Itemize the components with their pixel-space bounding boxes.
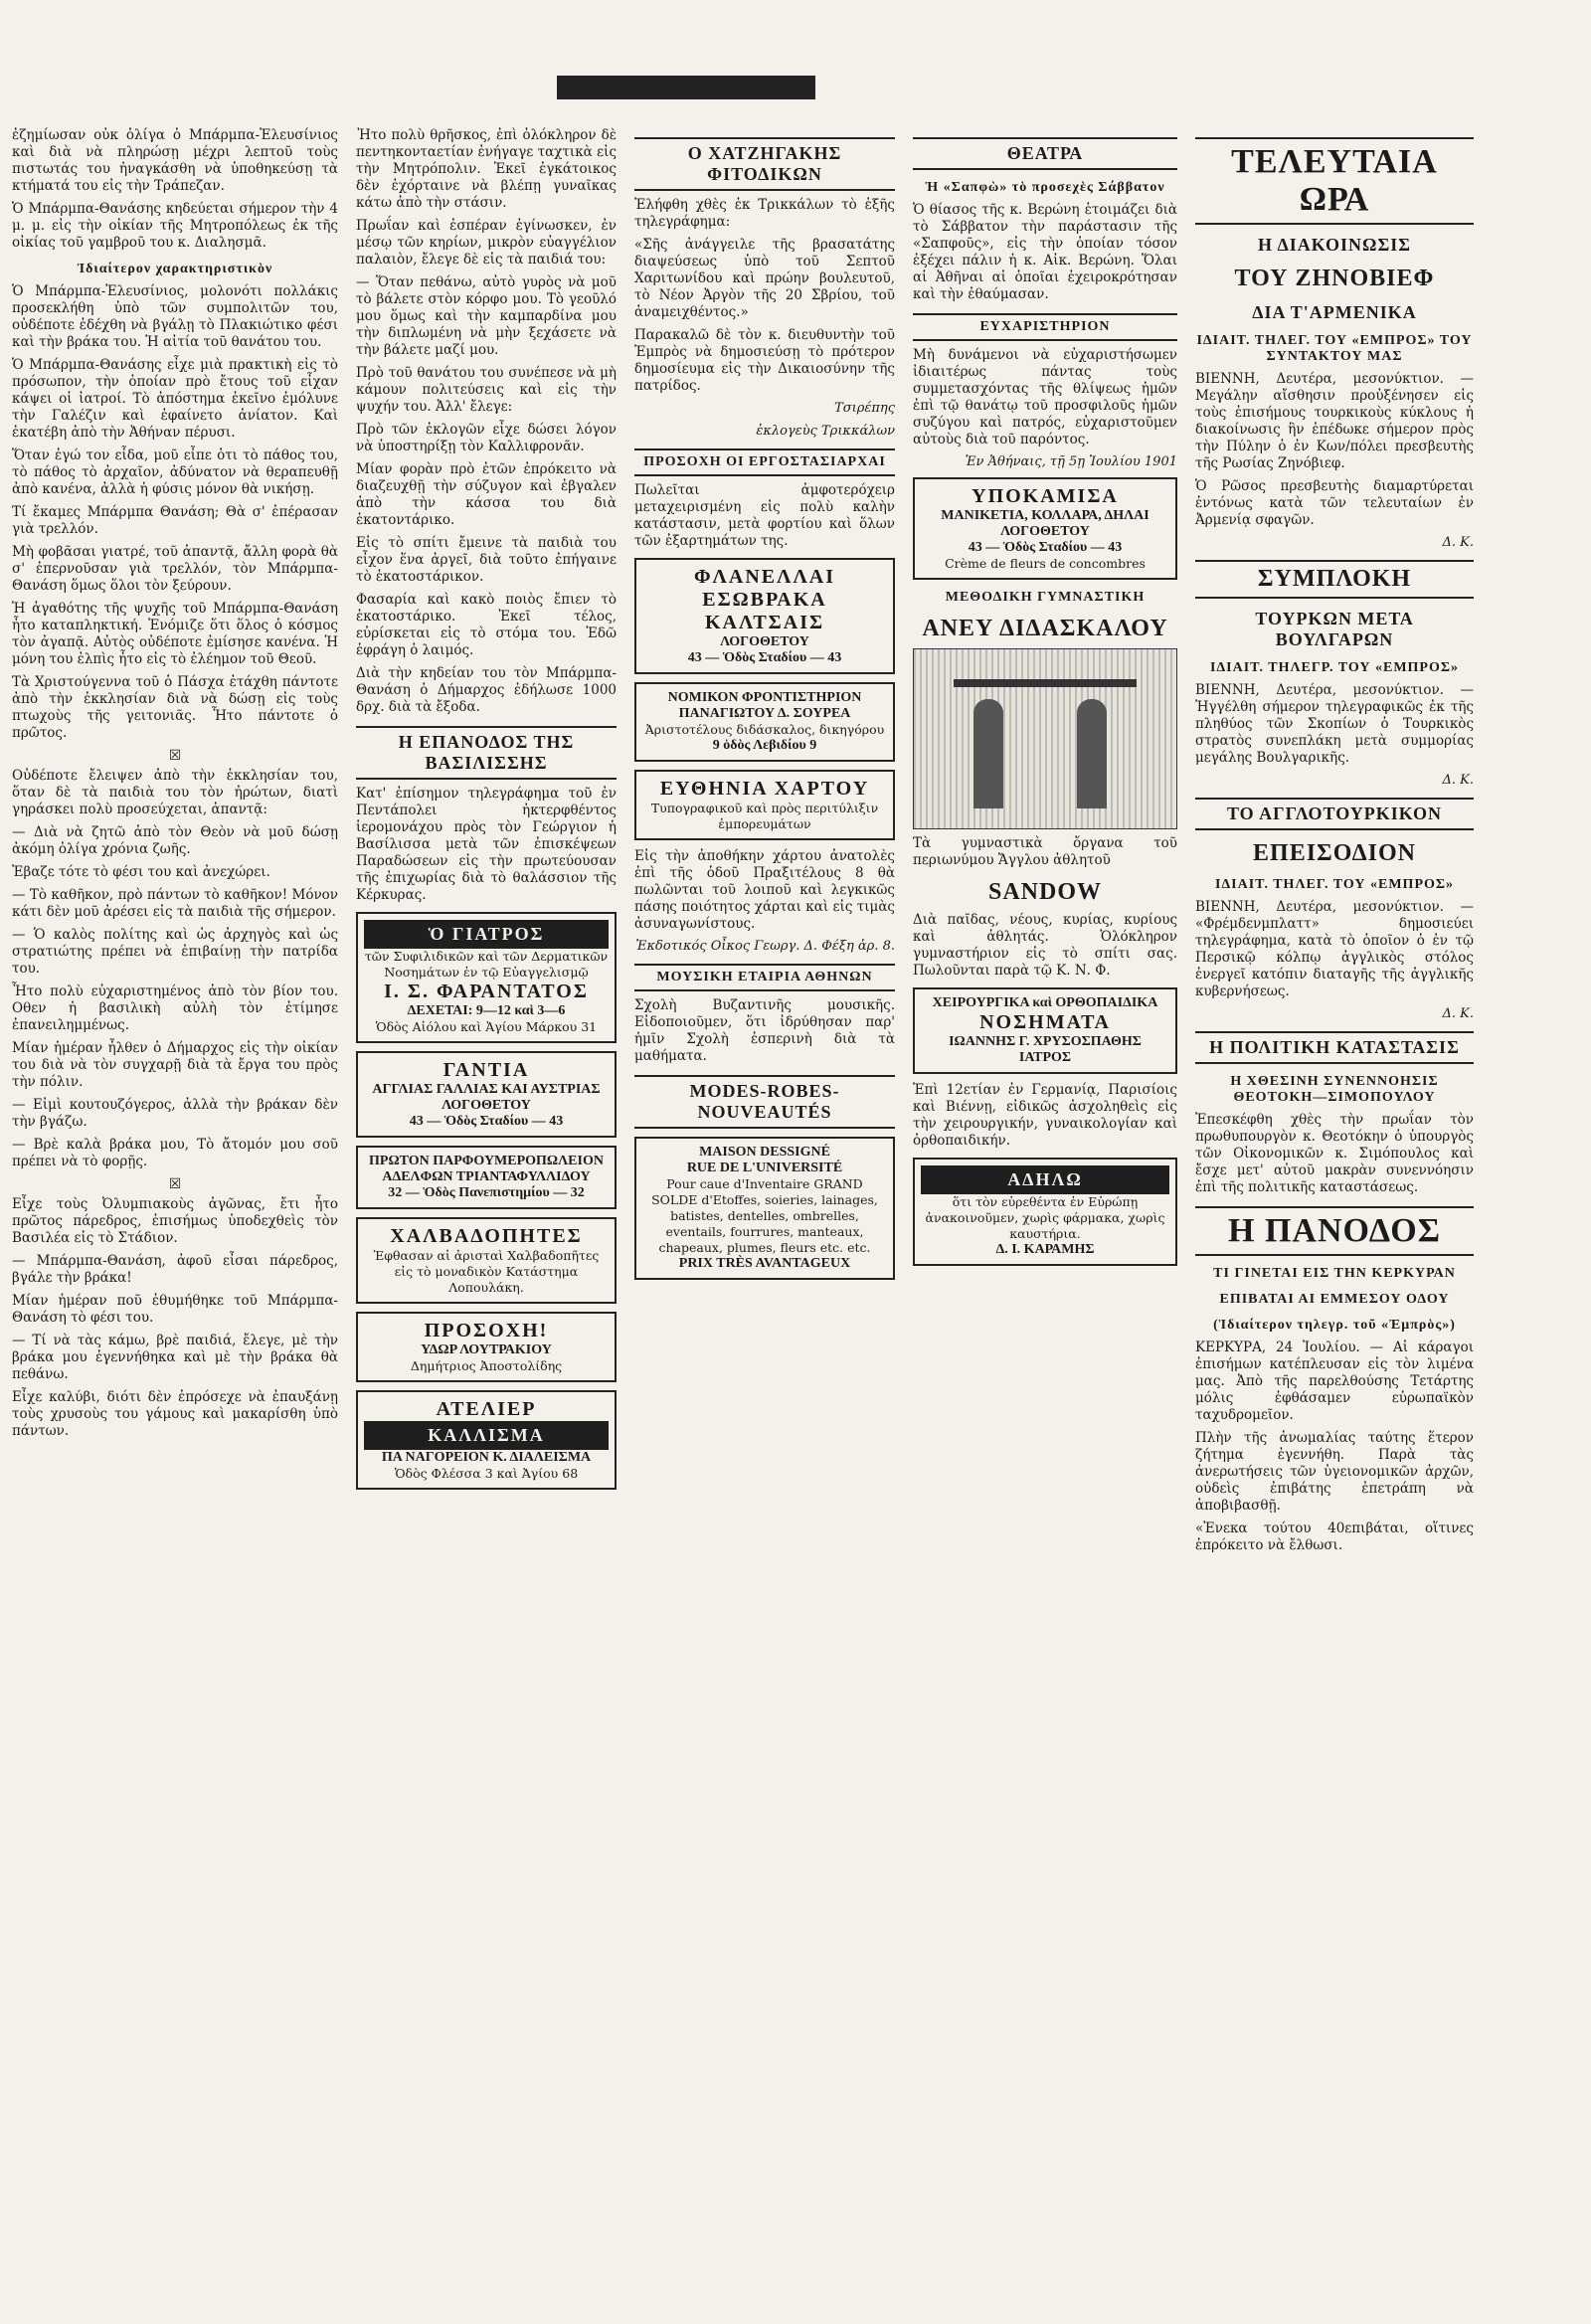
ad-subtitle: ΕΣΩΒΡΑΚΑ ΚΑΛΤΣΑΙΣ	[702, 589, 827, 633]
ad-footer: PRIX TRÈS AVANTAGEUX	[678, 1256, 851, 1271]
article-paragraph: Εἶχε τοὺς Ὀλυμπιακοὺς ἀγῶνας, ἔτι ἦτο πρῶτος πάρεδρος, ἐπισήμως ὑποδεχθεὶς τὸν Βασιλέα εἰς τὸ Στάδιον.	[12, 1196, 338, 1246]
article-paragraph: Ἐβαζε τότε τὸ φέσι του καὶ ἀνεχώρει.	[12, 864, 270, 880]
ad-prosochi	[356, 1312, 617, 1382]
ad-title: ΧΑΛΒΑΔΟΠΗΤΕΣ	[390, 1225, 583, 1247]
article-paragraph: ΒΙΕΝΝΗ, Δευτέρα, μεσονύκτιον. — Ἠγγέλθη σήμερον τηλεγραφικῶς ἐκ τῆς πληθύος τῶν Σκοπίων ὁ Τουρκικὸς στρατὸς συνεπλάκη μετὰ συμμορίας μεγάλης Βουλγαρικῆς.	[1195, 682, 1474, 766]
article-paragraph: Εἰς τὸ σπίτι ἔμεινε τὰ παιδιὰ του εἶχον ἕνα ἀργεῖ, διὰ τοῦτο ἐπήγαινε τὸ ἑκατοστάρικον.	[356, 535, 617, 585]
article-paragraph: Φασαρία καὶ κακὸ ποιὸς ἔπιεν τὸ ἑκατοστάρικο. Ἐκεῖ τέλος, εὐρίσκεται εἰς τὸ στόμα του. Ἐδῶ ἐφράγη ὁ λαιμός.	[356, 592, 617, 658]
illustration-figure	[1077, 699, 1107, 808]
ad-name: ΙΩΑΝΝΗΣ Γ. ΧΡΥΣΟΣΠΑΘΗΣ	[949, 1034, 1142, 1049]
article-paragraph: ἐζημίωσαν οὐκ ὀλίγα ὁ Μπάρμπα-Ἐλευσίνιος καὶ διὰ νὰ πληρώσῃ μέχρι λεπτοῦ τοὺς πιστωτάς του ἠναγκάσθη νὰ ὑποθηκεύσῃ τὰ κτήματά του εἰς τὴν Τράπεζαν.	[12, 127, 338, 194]
ad-subtitle: ΑΓΓΛΙΑΣ ΓΑΛΛΙΑΣ ΚΑΙ ΑΥΣΤΡΙΑΣ	[372, 1082, 601, 1097]
gymnastics-illustration	[913, 648, 1177, 829]
columns	[12, 127, 1553, 2304]
ad-title: ΕΥΘΗΝΙΑ ΧΑΡΤΟΥ	[659, 778, 870, 800]
ad-brand: ΛΟΓΟΘΕΤΟΥ	[720, 634, 809, 649]
ad-ypokamisa	[913, 477, 1177, 580]
article-paragraph: — Τὸ καθῆκον, πρὸ πάντων τὸ καθῆκον! Μόνον κάτι δὲν μοῦ ἀρέσει εἰς τὰ παιδιὰ τῆς σήμερον.	[12, 887, 338, 920]
ad-title: ΑΤΕΛΙΕΡ	[436, 1398, 537, 1420]
article-paragraph: Μὴ δυνάμενοι νὰ εὐχαριστήσωμεν ἰδιαιτέρως πάντας τοὺς συμμετασχόντας τῆς θλίψεως ἡμῶν ἐπὶ τῷ θανάτῳ τοῦ προσφιλοῦς ἡμῶν συζύγου καὶ πατρός, εὐχαριστοῦμεν αὐτοὺς διὰ τοῦ παρόντος.	[913, 347, 1177, 447]
subheadline: ΤΙ ΓΙΝΕΤΑΙ ΕΙΣ ΤΗΝ ΚΕΡΚΥΡΑΝ	[1213, 1266, 1456, 1281]
headline-panodos: Η ΠΑΝΟΔΟΣ	[1195, 1206, 1474, 1256]
dateline: ΙΔΙΑΙΤ. ΤΗΛΕΓ. ΤΟΥ «ΕΜΠΡΟΣ» ΤΟΥ ΣΥΝΤΑΚΤΟΥ ΜΑΣ	[1196, 333, 1473, 364]
ad-hours: ΔΕΧΕΤΑΙ: 9—12 καὶ 3—6	[407, 1003, 566, 1018]
article-paragraph: — Εἰμὶ κουτουζόγερος, ἀλλὰ τὴν βράκαν δὲν τὴν βγάζω.	[12, 1097, 338, 1130]
article-paragraph: Τί ἔκαμες Μπάρμπα Θανάση; Θὰ σ' ἐπέρασαν γιὰ τρελλόν.	[12, 504, 338, 537]
subheadline: Η ΔΙΑΚΟΙΝΩΣΙΣ	[1258, 235, 1411, 255]
ad-text: Pour caue d'Inventaire GRAND SOLDE d'Etoffes, soieries, lainages, batistes, dentelles, ombrelles, eventails, fourrures, manteaux, chapeaux, plumes, fleurs etc. etc.	[651, 1176, 878, 1255]
ad-address: Ὁδὸς Αἰόλου καὶ Ἁγίου Μάρκου 31	[375, 1019, 598, 1034]
article-paragraph: — Τί νὰ τὰς κάμω, βρὲ παιδιά, ἔλεγε, μὲ τὴν βράκα μου ἐγεννήθηκα καὶ μὲ τὴν βράκα θὰ πεθάνω.	[12, 1333, 338, 1382]
column-5	[1195, 127, 1474, 2304]
ad-flanelai	[634, 558, 895, 674]
article-paragraph: Πλὴν τῆς ἀνωμαλίας ταύτης ἕτερον ζήτημα ἐγεννήθη. Παρὰ τὰς ἀνερωτήσεις τῶν ὑγειονομικῶν ἀρχῶν, οὐδεὶς ἐπιβάτης ἐπετράπη νὰ ἀποβιβασθῇ.	[1195, 1430, 1474, 1514]
ad-farantatos	[356, 912, 617, 1043]
ad-subtitle: Τυπογραφικοῦ καὶ πρὸς περιτύλιξιν ἐμπορευμάτων	[650, 801, 879, 831]
ad-text: Crème de fleurs de concombres	[945, 556, 1146, 571]
ad-title: ΠΡΟΣΟΧΗ!	[424, 1320, 549, 1341]
ad-address: 43 — Ὁδὸς Σταδίου — 43	[409, 1114, 564, 1129]
article-paragraph: Πρὸ τοῦ θανάτου του συνέπεσε νὰ μὴ κάμουν πολιτεύσεις καὶ εἰς τὴν ψυχήν του. Ἀλλ' ἔλεγε:	[356, 365, 617, 415]
ad-title: MAISON DESSIGNÉ	[699, 1145, 830, 1160]
article-signature-role: ἐκλογεὺς Τρικκάλων	[756, 424, 895, 439]
ad-text: ὅτι τὸν εὑρεθέντα ἐν Εὐρώπῃ ἀνακοινοῦμεν, χωρὶς φάρμακα, χωρὶς καυστήρια.	[925, 1194, 1165, 1241]
article-paragraph: ΒΙΕΝΝΗ, Δευτέρα, μεσονύκτιον. — «Φρέμδενμπλαττ» δημοσιεύει τηλεγράφημα, κατὰ τὸ ὁποῖον ὁ ἐν τῷ Περσικῷ κόλπῳ ἀγγλικὸς στόλος ἐνεργεῖ κατόπιν διαταγῆς τῆς ἀγγλικῆς κυβερνήσεως.	[1195, 899, 1474, 999]
subheadline: ΕΠΙΒΑΤΑΙ ΑΙ ΕΜΜΕΣΟΥ ΟΔΟΥ	[1219, 1292, 1450, 1307]
article-paragraph: Τὰ Χριστούγεννα τοῦ ὁ Πάσχα ἐτάχθη πάντοτε ἀπὸ τὴν ἐκκλησίαν διὰ νὰ δώσῃ εἰς τοὺς πτωχοὺς τῆς γειτονιᾶς. Ἦτο πάντοτε ὁ πρῶτος.	[12, 674, 338, 741]
headline-teleutaia-ora: ΤΕΛΕΥΤΑΙΑ ΩΡΑ	[1195, 137, 1474, 225]
headline-fitodikon: Ο ΧΑΤΖΗΓΑΚΗΣ ΦΙΤΟΔΙΚΩΝ	[634, 137, 895, 191]
article-paragraph: Ἡ ἀγαθότης τῆς ψυχῆς τοῦ Μπάρμπα-Θανάση ἦτο καταπληκτική. Ἐνόμιζε ὅτι ὅλος ὁ κόσμος τὸν ἀγαπᾷ. Αὐτὸς οὐδέποτε ἐμίσησε κανένα. Ἡ μόνη του ἐλπὶς ἦτο εἰς τὸ ἐλέημον τοῦ Θεοῦ.	[12, 601, 338, 667]
illustration-bar	[954, 679, 1137, 687]
ad-brand: ΠΑ ΝΑΓΟΡΕΙΟΝ Κ. ΔΙΑΛΕΙΣΜΑ	[381, 1450, 592, 1465]
article-signature: Ἐν Ἀθήναις, τῇ 5ῃ Ἰουλίου 1901	[965, 454, 1177, 469]
article-signature: Ἐκδοτικός Οἶκος Γεωργ. Δ. Φέξη ἀρ. 8.	[635, 939, 895, 954]
headline-politiki: Η ΠΟΛΙΤΙΚΗ ΚΑΤΑΣΤΑΣΙΣ	[1195, 1031, 1474, 1064]
ad-brand: ΛΟΓΟΘΕΤΟΥ	[1000, 524, 1090, 539]
ad-subtitle: ΝΟΣΗΜΑΤΑ	[979, 1011, 1111, 1033]
article-paragraph: Τὰ γυμναστικὰ ὄργανα τοῦ περιωνύμου Ἄγγλου ἀθλητοῦ	[913, 835, 1177, 868]
article-paragraph: «Σῆς ἀνάγγειλε τῆς βρασατάτης διαψεύσεως ὑπὸ τοῦ Σεπτοῦ Χαριτωνίδου καὶ πρώην βουλευτοῦ, τὸ Νέον Ἀργὸν τῆς 20 Σβρίου, τοῦ ἀναμειχθέντος.»	[634, 237, 895, 320]
article-paragraph: Ὁ Ρῶσος πρεσβευτὴς διαμαρτύρεται ἐντόνως κατὰ τῶν τελευταίων ἐν Ἀρμενίᾳ σφαγῶν.	[1195, 478, 1474, 528]
ad-subtitle: ΜΑΝΙΚΕΤΙΑ, ΚΟΛΛΑΡΑ, ΔΗΛΑΙ	[941, 508, 1149, 523]
ad-brand: ΠΑΝΑΓΙΩΤΟΥ Δ. ΣΟΥΡΕΑ	[678, 706, 851, 721]
ad-role: ΙΑΤΡΟΣ	[1018, 1050, 1072, 1065]
ad-maison	[634, 1137, 895, 1280]
headline-theatra: ΘΕΑΤΡΑ	[913, 137, 1177, 170]
article-paragraph: Σχολὴ Βυζαντινῆς μουσικῆς. Εἰδοποιοῦμεν, ὅτι ἱδρύθησαν παρ' ἡμῖν Σχολὴ ἐσπερινὴ διὰ τὰ μαθήματα.	[634, 997, 895, 1064]
ad-title: ΧΕΙΡΟΥΡΓΙΚΑ καὶ ΟΡΘΟΠΑΙΔΙΚΑ	[932, 995, 1158, 1010]
ad-text: Ἀριστοτέλους διδάσκαλος, δικηγόρου	[644, 722, 885, 737]
headline-modes: MODES-ROBES-NOUVEAUTÉS	[634, 1075, 895, 1129]
article-paragraph: Ὁ Μπάρμπα-Θανάσης εἶχε μιὰ πρακτικὴ εἰς τὸ πρόσωπον, τὴν ὁποίαν πρὸ ἔτους τοῦ εἶχαν κάψει οἱ ἰατροί. Τὸ ἀπόστημα ἐκεῖνο ἐμόλυνε τὴν Γαλέζιν καὶ ἐφαίνετο ἀνίατον. Καὶ ἐκατέβη ἀπὸ τὴν Ἀθήναν πέρυσι.	[12, 357, 338, 441]
article-signature: Τσιρέπης	[834, 401, 895, 416]
ad-address: RUE DE L'UNIVERSITÉ	[686, 1161, 843, 1175]
ad-subtitle: ΥΔΩΡ ΛΟΥΤΡΑΚΙΟΥ	[421, 1342, 552, 1357]
ad-brand: ΛΟΓΟΘΕΤΟΥ	[442, 1098, 531, 1113]
column-1	[12, 127, 338, 2304]
article-paragraph: — Μπάρμπα-Θανάση, ἀφοῦ εἶσαι πάρεδρος, βγάλε τὴν βράκα!	[12, 1253, 338, 1286]
article-paragraph: Ἦτο πολὺ θρῆσκος, ἐπὶ ὁλόκληρον δὲ πεντηκονταετίαν ἐνήγαγε ταχτικὰ εἰς τὴν Μητρόπολιν. Ἐκεῖ ἐγκάτοικος δὲν ἐχόρταινε νὰ βλέπῃ γυναῖκας κάτω ἀπὸ τὴν στάσιν.	[356, 127, 617, 211]
article-signature: Δ. Κ.	[1442, 1006, 1474, 1021]
article-paragraph: Κατ' ἐπίσημον τηλεγράφημα τοῦ ἐν Πεντάπολει ἠκτερφθέντος ἱερομονάχου πρὸς τὸν Γεώργιον ἡ Βασίλισσα μετὰ τῶν ἐπισκέψεων Παραδώσεων εἰς τὴν πρωτεύουσαν τῆς ἐπιχωρίας διὰ τὸ θαλάσσιον τῆς Κέρκυρας.	[356, 786, 617, 903]
headline-eucharistirion: ΕΥΧΑΡΙΣΤΗΡΙΟΝ	[913, 313, 1177, 341]
subheadline: ΤΟΥ ΖΗΝΟΒΙΕΦ	[1234, 266, 1435, 291]
section-separator-mark: ☒	[168, 1176, 182, 1192]
ad-chartou	[634, 770, 895, 840]
article-paragraph: — Ὁ καλὸς πολίτης καὶ ὡς ἀρχηγὸς καὶ ὡς στρατιώτης πρέπει νὰ ἐπιβαίνῃ τὴν πατρίδα του.	[12, 927, 338, 977]
article-signature: Δ. Κ.	[1442, 535, 1474, 550]
article-paragraph: Παρακαλῶ δὲ τὸν κ. διευθυντὴν τοῦ Ἐμπρὸς νὰ δημοσιεύσῃ τὸ πρότερον δημοσίευμα εἰς τὴν Δικαιοσύνην τῆς πατρίδος.	[634, 327, 895, 394]
ad-name: Ι. Σ. ΦΑΡΑΝΤΑΤΟΣ	[384, 981, 589, 1002]
headline-aneu: ΑΝΕΥ ΔΙΔΑΣΚΑΛΟΥ	[922, 616, 1168, 641]
article-paragraph: Ὅταν ἐγώ τον εἶδα, μοῦ εἶπε ὁτι τὸ πάθος του, τὸ πάθος τὸ ἀρχαῖον, ἀδύνατον νὰ θεραπευθῇ ἀπὸ κανένα, ἀλλὰ ἡ φύσις μόνον θὰ νικήσῃ.	[12, 447, 338, 497]
ad-title: ΝΟΜΙΚΟΝ ΦΡΟΝΤΙΣΤΗΡΙΟΝ	[667, 690, 862, 705]
ad-nomikon	[634, 682, 895, 762]
article-paragraph: — Διὰ νὰ ζητῶ ἀπὸ τὸν Θεὸν νὰ μοῦ δώσῃ ἀκόμη ὀλίγα χρόνια ζωῆς.	[12, 824, 338, 857]
illustration-figure	[973, 699, 1003, 808]
ad-signature: Δημήτριος Ἀποστολίδης	[410, 1358, 563, 1373]
column-3	[634, 127, 895, 2304]
article-paragraph: — Βρὲ καλὰ βράκα μου, Τὸ ἄτομόν μου σοῦ πρέπει νὰ τὸ φορῇς.	[12, 1137, 338, 1169]
section-separator-mark: ☒	[168, 748, 182, 764]
article-paragraph: Διὰ τὴν κηδείαν του τὸν Μπάρμπα-Θανάση ὁ Δήμαρχος ἐδήλωσε 1000 δρχ. διὰ τὰ ἔξοδα.	[356, 665, 617, 715]
article-paragraph: Οὐδέποτε ἔλειψεν ἀπὸ τὴν ἐκκλησίαν του, ὅταν δὲ τὰ παιδιὰ του τὸν ἠρώτων, διατὶ γηράσκει πολὺ προσεύχεται, ἀπαντᾷ:	[12, 768, 338, 817]
headline-ergostasiarchai: ΠΡΟΣΟΧΗ ΟΙ ΕΡΓΟΣΤΑΣΙΑΡΧΑΙ	[634, 448, 895, 476]
article-paragraph: — Ὅταν πεθάνω, αὐτὸ γυρὸς νὰ μοῦ τὸ βάλετε στὸν κόρφο μου. Τὸ γεοῦλό μου ὅμως καὶ τὴν καμπαρδίνα μου τὴν διπλωμένη νὰ μὴν ξεχάσετε νὰ τὴν βάλετε μαζί μου.	[356, 274, 617, 358]
column-4	[913, 127, 1177, 2304]
article-paragraph: ΚΕΡΚΥΡΑ, 24 Ἰουλίου. — Αἱ κάραγοι ἐπισήμων κατέπλευσαν εἰς τὸν λιμένα μας. Ἀπὸ τῆς παρελθούσης Τετάρτης μόλις ἐφθάσαμεν εὐρωπαϊκὸν ταχυδρομεῖον.	[1195, 1340, 1474, 1423]
subheadline-theatra: Ἡ «Σαπφὼ» τὸ προσεχὲς Σάββατον	[925, 180, 1165, 195]
ad-atelier	[356, 1390, 617, 1490]
ad-address: 43 — Ὁδὸς Σταδίου — 43	[968, 540, 1123, 555]
column-2	[356, 127, 617, 2304]
headline-basilissa: Η ΕΠΑΝΟΔΟΣ ΤΗΣ ΒΑΣΙΛΙΣΣΗΣ	[356, 726, 617, 780]
ad-address: Ὁδὸς Φλέσσα 3 καὶ Ἀγίου 68	[394, 1466, 579, 1481]
ad-address: 43 — Ὁδὸς Σταδίου — 43	[687, 650, 842, 665]
article-paragraph: Πωλεῖται ἀμφοτερόχειρ μεταχειρισμένη εἰς πολὺ καλὴν κατάστασιν, μετὰ φορτίου καὶ ὅλων τῶν ἐξαρτημάτων της.	[634, 482, 895, 549]
masthead-fragment	[557, 60, 815, 99]
ad-gantia	[356, 1051, 617, 1138]
article-paragraph: Ὁ θίασος τῆς κ. Βερώνη ἑτοιμάζει διὰ τὸ Σάββατον τὴν παράστασιν τῆς «Σαπφοῦς», εἰς τὴν ὁποίαν τόσον ἐξέχει πάλιν ἡ κ. Αἰκ. Βερώνη. Ὅλαι αἱ Ἀθῆναι αἱ ὁποῖαι ἐχειροκρότησαν καὶ τὴν ἐθαύμασαν.	[913, 202, 1177, 302]
article-paragraph: Ἐλήφθη χθὲς ἐκ Τρικκάλων τὸ ἑξῆς τηλεγράφημα:	[634, 197, 895, 230]
ad-title: Ὁ ΓΙΑΤΡΟΣ	[364, 920, 609, 949]
headline-aggloturkiko: ΤΟ ΑΓΓΛΟΤΟΥΡΚΙΚΟΝ	[1195, 798, 1474, 830]
dateline: ΙΔΙΑΙΤ. ΤΗΛΕΓ. ΤΟΥ «ΕΜΠΡΟΣ»	[1214, 877, 1455, 892]
article-paragraph: «Ἐνεκα τούτου 40επιβάται, οἵτινες ἐπρόκειτο νὰ ἔλθωσι.	[1195, 1520, 1474, 1553]
article-paragraph: Εἶχε καλύβι, διότι δὲν ἐπρόσεχε νὰ ἐπαυξάνῃ τοὺς χρυσοὺς του γάμους καὶ μακαρίσθη ὑπὸ πάντων.	[12, 1389, 338, 1439]
article-paragraph: Ἐπὶ 12ετίαν ἐν Γερμανίᾳ, Παρισίοις καὶ Βιέννῃ, εἰδικῶς ἀσχοληθεὶς εἰς τὴν χειρουργικήν, γυναικολογίαν καὶ ὀρθοπαιδικήν.	[913, 1082, 1177, 1149]
article-paragraph: Ὁ Μπάρμπα-Θανάσης κηδεύεται σήμερον τὴν 4 μ. μ. εἰς τὴν οἰκίαν τῆς Μητροπόλεως ἐκ τῆς οἰκίας τοῦ γαμβροῦ του κ. Διαλησμᾶ.	[12, 201, 338, 251]
subheadline: Η ΧΘΕΣΙΝΗ ΣΥΝΕΝΝΟΗΣΙΣ ΘΕΟΤΟΚΗ—ΣΙΜΟΠΟΥΛΟΥ	[1230, 1074, 1439, 1105]
article-paragraph: Μὴ φοβᾶσαι γιατρέ, τοῦ ἀπαντᾷ, ἄλλη φορὰ θὰ σ' ἐπερνοῦσαν γιὰ τρελλόν, τὸν Μπάρμπα-Θανάση ὅμως ὅλοι τὸν ξεύρουν.	[12, 544, 338, 594]
article-paragraph: Εἰς τὴν ἀποθήκην χάρτου ἀνατολὲς ἐπὶ τῆς ὁδοῦ Πραξιτέλους 8 θὰ πωλῶνται τοῦ λοιποῦ καὶ λεγκικῶς πάσης ποιότητος χάρται καὶ εἰς τιμὰς ἀσυναγωνίστους.	[634, 848, 895, 932]
article-paragraph: Διὰ παῖδας, νέους, κυρίας, κυρίους καὶ ἀθλητάς. Ὁλόκληρον γυμναστήριον εἰς τὸ σπίτι σας. Πωλοῦνται παρὰ τῷ Κ. Ν. Φ.	[913, 912, 1177, 979]
ad-text: τῶν Συφιλιδικῶν καὶ τῶν Δερματικῶν Νοσημάτων ἐν τῷ Εὐαγγελισμῷ	[364, 949, 609, 980]
headline-sandow: SANDOW	[987, 879, 1102, 905]
section-heading: Ἰδιαίτερον χαρακτηριστικὸν	[77, 262, 273, 276]
ad-title: ΑΔΗΛΩ	[921, 1165, 1169, 1194]
ad-cheirourgika	[913, 987, 1177, 1074]
article-paragraph: Μίαν ἡμέραν ποῦ ἐθυμήθηκε τοῦ Μπάρμπα-Θανάση τὸ φέσι του.	[12, 1293, 338, 1326]
article-paragraph: Μίαν ἡμέραν ἦλθεν ὁ Δήμαρχος εἰς τὴν οἰκίαν του διὰ νὰ τὸν συγχαρῇ διὰ τὰ ἔργα του πρὸς τὴν πόλιν.	[12, 1040, 338, 1090]
article-paragraph: Πρὸ τῶν ἐκλογῶν εἶχε δώσει λόγον νὰ ὑποστηρίξῃ τὸν Καλλιφρονᾶν.	[356, 422, 617, 454]
ad-title: ΠΡΩΤΟΝ ΠΑΡΦΟΥΜΕΡΟΠΩΛΕΙΟΝ	[369, 1154, 604, 1168]
ad-pharmakeio	[356, 1146, 617, 1209]
ad-title: ΦΛΑΝΕΛΛΑΙ	[693, 566, 836, 588]
headline-mousiki: ΜΟΥΣΙΚΗ ΕΤΑΙΡΙΑ ΑΘΗΝΩΝ	[634, 964, 895, 991]
ad-title: ΥΠΟΚΑΜΙΣΑ	[972, 485, 1119, 507]
dateline: ΙΔΙΑΙΤ. ΤΗΛΕΓΡ. ΤΟΥ «ΕΜΠΡΟΣ»	[1209, 660, 1460, 675]
ad-address: 32 — Ὁδὸς Πανεπιστημίου — 32	[388, 1185, 585, 1200]
ad-title: ΓΑΝΤΙΑ	[442, 1059, 530, 1081]
headline-gymnastiki: ΜΕΘΟΔΙΚΗ ΓΥΜΝΑΣΤΙΚΗ	[945, 590, 1146, 605]
ad-brand: ΑΔΕΛΦΩΝ ΤΡΙΑΝΤΑΦΥΛΛΙΔΟΥ	[382, 1169, 591, 1184]
ad-text: Ἐφθασαν αἱ ἀρισταὶ Χαλβαδοπῆτες εἰς τὸ μοναδικὸν Κατάστημα Λοπουλάκη.	[373, 1248, 600, 1295]
article-paragraph: ΒΙΕΝΝΗ, Δευτέρα, μεσονύκτιον. — Μεγάλην αἴσθησιν προὐξένησεν εἰς τοὺς ἐπισήμους τουρκικοὺς κύκλους ἡ διακοίνωσις ἣν ἐπέδωκε σήμερον πρὸς τὴν Πύλην ὁ ἐν Κων/πόλει πρεσβευτὴς τῆς Ρωσίας Ζηνόβιεφ.	[1195, 371, 1474, 471]
headline-symploki: ΣΥΜΠΛΟΚΗ	[1195, 560, 1474, 599]
article-paragraph: Μίαν φορὰν πρὸ ἐτῶν ἐπρόκειτο νὰ διαζευχθῇ τὴν σύζυγον καὶ ἐβγαλεν ἀπὸ τὴν κάσσα του διὰ ἑκατοντάρικο.	[356, 461, 617, 528]
subheadline: ΕΠΕΙΣΟΔΙΟΝ	[1253, 840, 1416, 866]
subheadline: ΔΙΑ Τ'ΑΡΜΕΝΙΚΑ	[1252, 302, 1417, 322]
ad-adilo	[913, 1158, 1177, 1266]
article-paragraph: Ἐπεσκέφθη χθὲς τὴν πρωΐαν τὸν πρωθυπουργὸν κ. Θεοτόκην ὁ ὑπουργὸς τῶν Οἰκονομικῶν κ. Σιμόπουλος καὶ ἔσχε μετ' αὐτοῦ μακρὰν συνεννόησιν ἐπὶ τῆς πολιτικῆς καταστάσεως.	[1195, 1112, 1474, 1195]
article-signature: Δ. Κ.	[1442, 773, 1474, 788]
ad-chalvadopites	[356, 1217, 617, 1304]
article-paragraph: Πρωΐαν καὶ ἐσπέραν ἐγίνωσκεν, ἐν μέσῳ τῶν κηρίων, μικρὸν εὐαγγέλιον παλαιὸν, ἔλεγε δὲ εἰς τὰ παιδιά του:	[356, 218, 617, 268]
ad-signature: Δ. Ι. ΚΑΡΑΜΗΣ	[995, 1242, 1095, 1257]
subheadline: ΤΟΥΡΚΩΝ ΜΕΤΑ ΒΟΥΛΓΑΡΩΝ	[1255, 609, 1414, 649]
article-paragraph: Ὁ Μπάρμπα-Ἐλευσίνιος, μολονότι πολλάκις προσεκλήθη ὑπὸ τῶν συμπολιτῶν του, οὐδέποτε ἐδέχθη νὰ βγάλῃ τὸ Πλακιώτικο φέσι καὶ τὴν βράκα του. Ἡ αἰτία τοῦ θανάτου του.	[12, 283, 338, 350]
dateline: (Ἰδιαίτερον τηλεγρ. τοῦ «Ἐμπρὸς»)	[1213, 1318, 1456, 1333]
ad-subtitle: ΚΑΛΛΙΣΜΑ	[364, 1421, 609, 1450]
ad-address: 9 ὁδὸς Λεβιδίου 9	[712, 738, 817, 753]
article-paragraph: Ἦτο πολὺ εὐχαριστημένος ἀπὸ τὸν βίον του. Οθεν ἡ βασιλικὴ αὐλὴ τὸν ἐτίμησε ἐπανειλημμένως.	[12, 983, 338, 1033]
